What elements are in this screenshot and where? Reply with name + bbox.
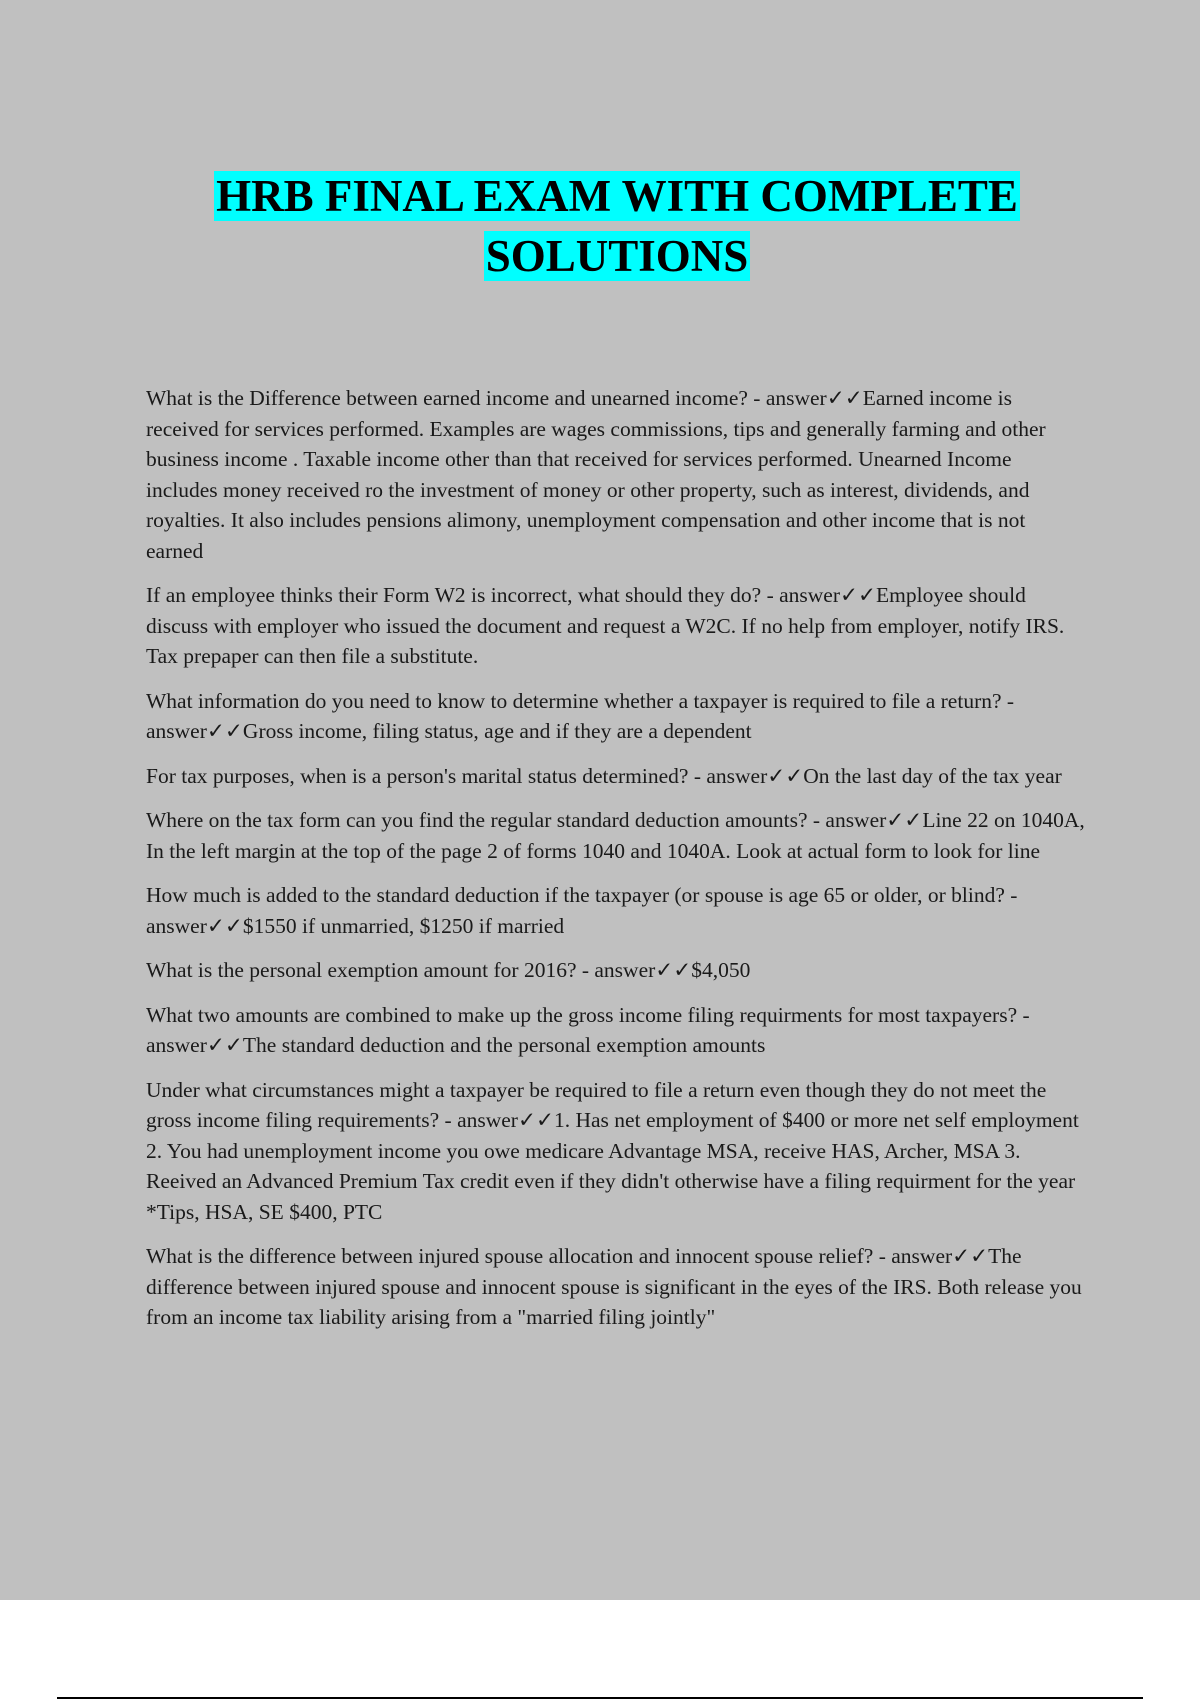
title-line-2: SOLUTIONS — [485, 231, 749, 281]
title-line-1: HRB FINAL EXAM WITH COMPLETE — [216, 171, 1018, 221]
question-answer-list — [146, 383, 1086, 1347]
qa-item: What is the Difference between earned income and unearned income? - answer✓✓Earned income is received for services performed. Examples are wages commissions, tips and generally farming and other business income . Taxable income other than that received for services performed. Unearned Income includes money received ro the investment of money or other property, such as interest, dividends, and royalties. It also includes pensions alimony, unemployment compensation and other income that is not earned — [146, 386, 1046, 563]
qa-item: What two amounts are combined to make up the gross income filing requirments for most taxpayers? - answer✓✓The standard deduction and the personal exemption amounts — [146, 1002, 1030, 1057]
qa-item: For tax purposes, when is a person's marital status determined? - answer✓✓On the last day of the tax year — [146, 763, 1062, 788]
qa-item: Where on the tax form can you find the regular standard deduction amounts? - answer✓✓Line 22 on 1040A, In the left margin at the top of the page 2 of forms 1040 and 1040A. Look at actual form to look for line — [146, 808, 1085, 863]
qa-item: What is the personal exemption amount for 2016? - answer✓✓$4,050 — [146, 958, 751, 982]
document-title — [0, 166, 1200, 286]
qa-item: How much is added to the standard deduction if the taxpayer (or spouse is age 65 or older, or blind? - answer✓✓$1550 if unmarried, $1250 if married — [146, 883, 1018, 938]
qa-item: Under what circumstances might a taxpayer be required to file a return even though they do not meet the gross income filing requirements? - answer✓✓1. Has net employment of $400 or more net self employment 2. You had unemployment income you owe medicare Advantage MSA, receive HAS, Archer, MSA 3. Reeived an Advanced Premium Tax credit even if they didn't otherwise have a filing requirment for the year *Tips, HSA, SE $400, PTC — [146, 1077, 1079, 1224]
qa-item: If an employee thinks their Form W2 is incorrect, what should they do? - answer✓✓Employee should discuss with employer who issued the document and request a W2C. If no help from employer, notify IRS. Tax prepaper can then file a substitute. — [146, 583, 1065, 668]
qa-item: What information do you need to know to determine whether a taxpayer is required to file a return? - answer✓✓Gross income, filing status, age and if they are a dependent — [146, 688, 1015, 743]
footer-divider — [57, 1697, 1143, 1699]
qa-item: What is the difference between injured spouse allocation and innocent spouse relief? - answer✓✓The difference between injured spouse and innocent spouse is significant in the eyes of the IRS. Both release you from an income tax liability arising from a "married filing jointly" — [146, 1244, 1082, 1329]
